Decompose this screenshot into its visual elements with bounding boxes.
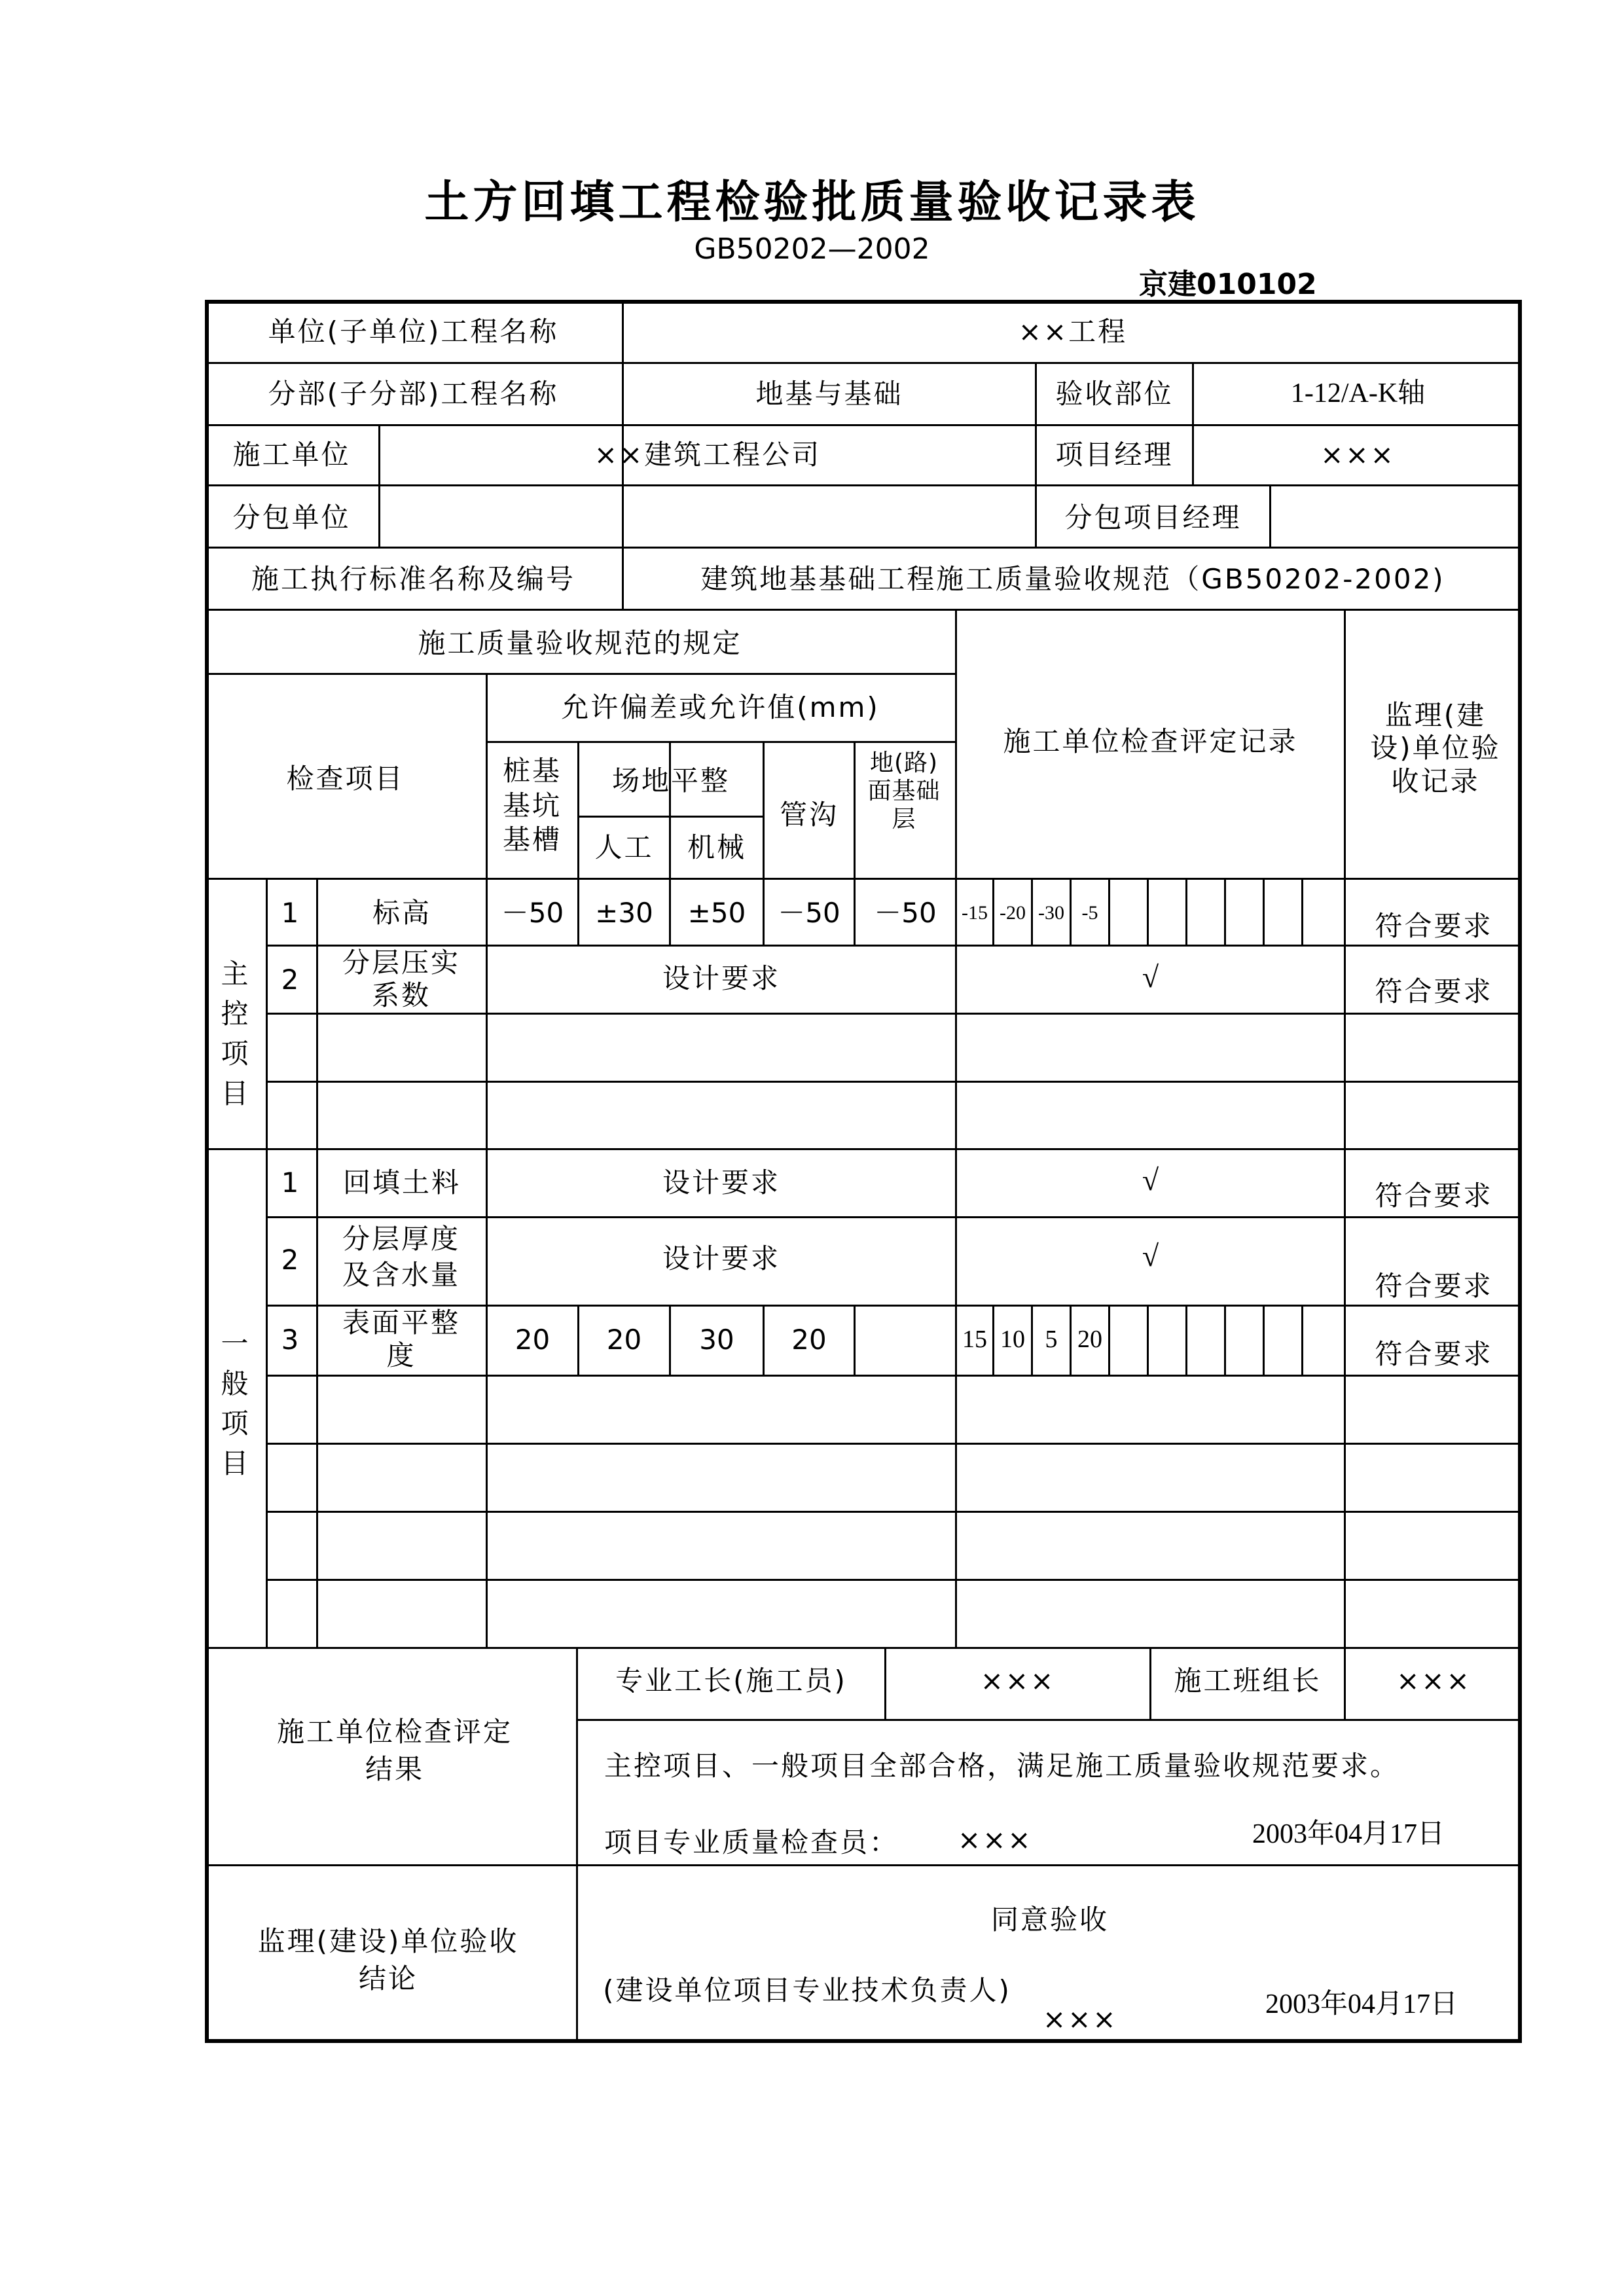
main-item-2-check: √ (1142, 960, 1159, 994)
signer-label: (建设单位项目专业技术负责人) (603, 1974, 1011, 2006)
manager-label: 项目经理 (1055, 439, 1174, 471)
machine-header: 机械 (687, 831, 746, 863)
check-item-header: 检查项目 (286, 763, 405, 795)
general-item-3-no: 3 (281, 1324, 301, 1356)
foreman: ××× (980, 1665, 1056, 1697)
contractor-eval-label: 施工单位检查评定结果 (276, 1716, 513, 1785)
subproject-label: 分部(子分部)工程名称 (268, 378, 559, 410)
spec: 建筑地基基础工程施工质量验收规范（GB50202-2002) (700, 563, 1445, 595)
spec-rules-header: 施工质量验收规范的规定 (418, 627, 742, 659)
supervisor-eval-label: 监理(建设)单位验收结论 (257, 1925, 519, 1995)
inspector: ××× (958, 1824, 1033, 1856)
general-item-3-pile: 20 (514, 1324, 550, 1356)
main-item-2-requirement: 设计要求 (662, 962, 780, 994)
general-item-3-measured-3: 5 (1045, 1326, 1058, 1353)
form-code: 京建010102 (1139, 268, 1317, 301)
contractor-conclusion: 主控项目、一般项目全部合格，满足施工质量验收规范要求。 (604, 1750, 1400, 1782)
main-item-1-measured-2: -20 (1000, 902, 1026, 924)
main-item-1-pile: －50 (501, 897, 564, 929)
supervisor-date: 2003年04月17日 (1265, 1989, 1458, 2019)
general-item-3-machine: 30 (699, 1324, 734, 1356)
main-item-1-name: 标高 (372, 897, 431, 929)
pipe-trench-header: 管沟 (779, 799, 839, 831)
contractor-label: 施工单位 (232, 439, 351, 471)
main-item-1-measured-1: -15 (962, 902, 988, 924)
general-label: 一般项目 (221, 1328, 251, 1479)
foreman-label: 专业工长(施工员) (615, 1665, 847, 1697)
standard-code: GB50202—2002 (694, 232, 930, 266)
main-item-1-result: 符合要求 (1375, 910, 1493, 942)
signer: ××× (1043, 2003, 1118, 2035)
main-item-2-name: 分层压实系数 (342, 947, 460, 1009)
contractor-record-header: 施工单位检查评定记录 (1003, 725, 1298, 757)
general-item-3-measured-1: 15 (962, 1326, 987, 1353)
main-item-1-no: 1 (281, 897, 301, 929)
general-item-3-measured-2: 10 (1000, 1326, 1025, 1353)
main-item-2-result: 符合要求 (1375, 975, 1493, 1007)
supervisor-conclusion: 同意验收 (990, 1904, 1109, 1936)
contractor-date: 2003年04月17日 (1252, 1819, 1445, 1849)
tolerance-header: 允许偏差或允许值(mm) (561, 691, 880, 723)
main-item-2-no: 2 (281, 964, 301, 996)
inspection-table (205, 300, 1522, 2043)
general-item-2-requirement: 设计要求 (662, 1242, 780, 1274)
site-leveling-header: 场地平整 (611, 765, 730, 797)
inspection-part-label: 验收部位 (1055, 378, 1174, 410)
general-item-3-trench: 20 (791, 1324, 827, 1356)
sub-manager-label: 分包项目经理 (1064, 501, 1242, 533)
spec-label: 施工执行标准名称及编号 (251, 563, 575, 595)
main-item-1-measured-4: -5 (1081, 902, 1098, 924)
main-control-label: 主控项目 (221, 958, 251, 1110)
general-item-1-no: 1 (281, 1166, 301, 1199)
road-base-header: 地(路)面基础层 (867, 750, 941, 833)
general-item-2-name: 分层厚度及含水量 (342, 1223, 460, 1291)
main-item-1-measured-3: -30 (1038, 902, 1064, 924)
general-item-2-result: 符合要求 (1375, 1270, 1493, 1302)
general-item-3-result: 符合要求 (1375, 1338, 1493, 1370)
general-item-3-name: 表面平整度 (342, 1307, 460, 1372)
project-name-label: 单位(子单位)工程名称 (268, 316, 559, 348)
form-title: 土方回填工程检验批质量验收记录表 (424, 177, 1200, 228)
subcontractor-label: 分包单位 (232, 501, 351, 533)
supervisor-record-header: 监理(建设)单位验收记录 (1370, 699, 1501, 797)
main-item-1-machine: ±50 (687, 897, 746, 929)
general-item-2-check: √ (1142, 1239, 1159, 1273)
main-item-1-trench: －50 (778, 897, 840, 929)
general-item-1-name: 回填土料 (342, 1166, 461, 1199)
main-item-1-road: －50 (874, 897, 937, 929)
general-item-2-no: 2 (281, 1244, 301, 1276)
subproject: 地基与基础 (755, 378, 903, 410)
general-item-1-requirement: 设计要求 (662, 1166, 780, 1199)
general-item-3-manual: 20 (606, 1324, 642, 1356)
pile-pit-header: 桩基基坑基槽 (502, 755, 562, 856)
manager: ××× (1320, 439, 1396, 471)
project-name: ××工程 (1018, 316, 1128, 348)
contractor: ××建筑工程公司 (594, 439, 821, 471)
general-item-3-measured-4: 20 (1077, 1326, 1102, 1353)
team-leader: ××× (1396, 1665, 1471, 1697)
general-item-1-check: √ (1142, 1163, 1159, 1197)
main-item-1-manual: ±30 (595, 897, 653, 929)
inspection-part: 1-12/A-K轴 (1290, 378, 1426, 408)
manual-header: 人工 (594, 831, 654, 863)
general-item-1-result: 符合要求 (1375, 1180, 1493, 1212)
inspector-label: 项目专业质量检查员： (604, 1826, 899, 1858)
team-leader-label: 施工班组长 (1174, 1665, 1322, 1697)
